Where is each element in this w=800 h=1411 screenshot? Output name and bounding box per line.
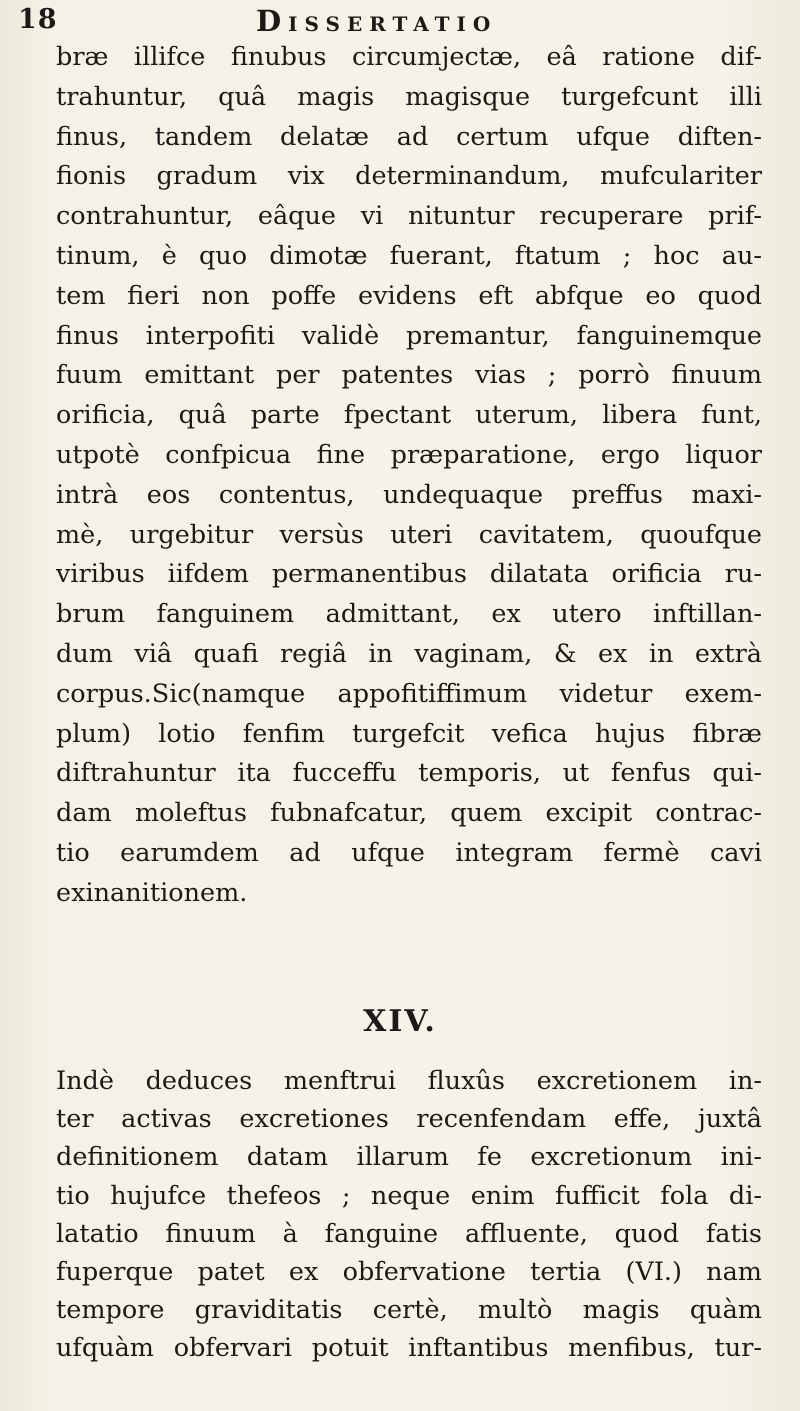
- text-line: tem fieri non poffe evidens eft abfque eo quod: [56, 280, 762, 311]
- text-line: Indè deduces menftrui fluxûs excretionem in-: [56, 1066, 762, 1096]
- running-head: Dissertatio: [256, 4, 498, 38]
- paragraph-1: [56, 38, 762, 914]
- text-line: tempore graviditatis certè, multò magis quàm: [56, 1295, 762, 1326]
- text-line: intrà eos contentus, undequaque preffus maxi-: [56, 479, 762, 510]
- page-number: 18: [18, 4, 58, 35]
- text-line: tinum, è quo dimotæ fuerant, ftatum ; hoc au-: [56, 240, 762, 271]
- text-line: tio hujufce thefeos ; neque enim fufficit fola di-: [56, 1180, 762, 1211]
- text-line: bræ illifce finubus circumjectæ, eâ ratione dif-: [56, 42, 762, 72]
- section-heading: XIV.: [363, 1004, 437, 1039]
- text-line: finus, tandem delatæ ad certum ufque diften-: [56, 121, 762, 152]
- text-line: ter activas excretiones recenfendam effe, juxtâ: [56, 1104, 762, 1135]
- text-line: latatio finuum à fanguine affluente, quod fatis: [56, 1218, 762, 1249]
- text-line: ufquàm obfervari potuit inftantibus menfibus, tur-: [56, 1333, 762, 1364]
- text-line: finus interpofiti validè premantur, fanguinemque: [56, 320, 762, 351]
- paragraph-2: [56, 1062, 762, 1368]
- text-line: tio earumdem ad ufque integram fermè cavi: [56, 837, 762, 868]
- text-line: dum viâ quafi regiâ in vaginam, & ex in extrà: [56, 638, 762, 669]
- text-line: dam moleftus fubnafcatur, quem excipit contrac-: [56, 798, 762, 829]
- text-line: plum) lotio fenfim turgefcit vefica hujus fibræ: [56, 718, 762, 749]
- text-line: corpus.Sic(namque appofitiffimum videtur exem-: [56, 678, 762, 709]
- text-line: brum fanguinem admittant, ex utero inftillan-: [56, 599, 762, 630]
- text-line: orificia, quâ parte fpectant uterum, libera funt,: [56, 400, 762, 431]
- text-line: fionis gradum vix determinandum, mufculariter: [56, 161, 762, 192]
- text-line: utpotè confpicua fine præparatione, ergo liquor: [56, 439, 762, 470]
- text-line: exinanitionem.: [56, 877, 248, 908]
- text-line: trahuntur, quâ magis magisque turgefcunt illi: [56, 81, 762, 112]
- text-line: diftrahuntur ita fucceffu temporis, ut fenfus qui-: [56, 758, 762, 789]
- text-line: mè, urgebitur versùs uteri cavitatem, quoufque: [56, 519, 762, 550]
- text-line: fuperque patet ex obfervatione tertia (VI.) nam: [56, 1256, 762, 1287]
- text-line: definitionem datam illarum fe excretionum ini-: [56, 1142, 762, 1173]
- text-line: contrahuntur, eâque vi nituntur recuperare prif-: [56, 201, 762, 232]
- text-line: fuum emittant per patentes vias ; porrò finuum: [56, 360, 762, 391]
- text-line: viribus iifdem permanentibus dilatata orificia ru-: [56, 559, 762, 590]
